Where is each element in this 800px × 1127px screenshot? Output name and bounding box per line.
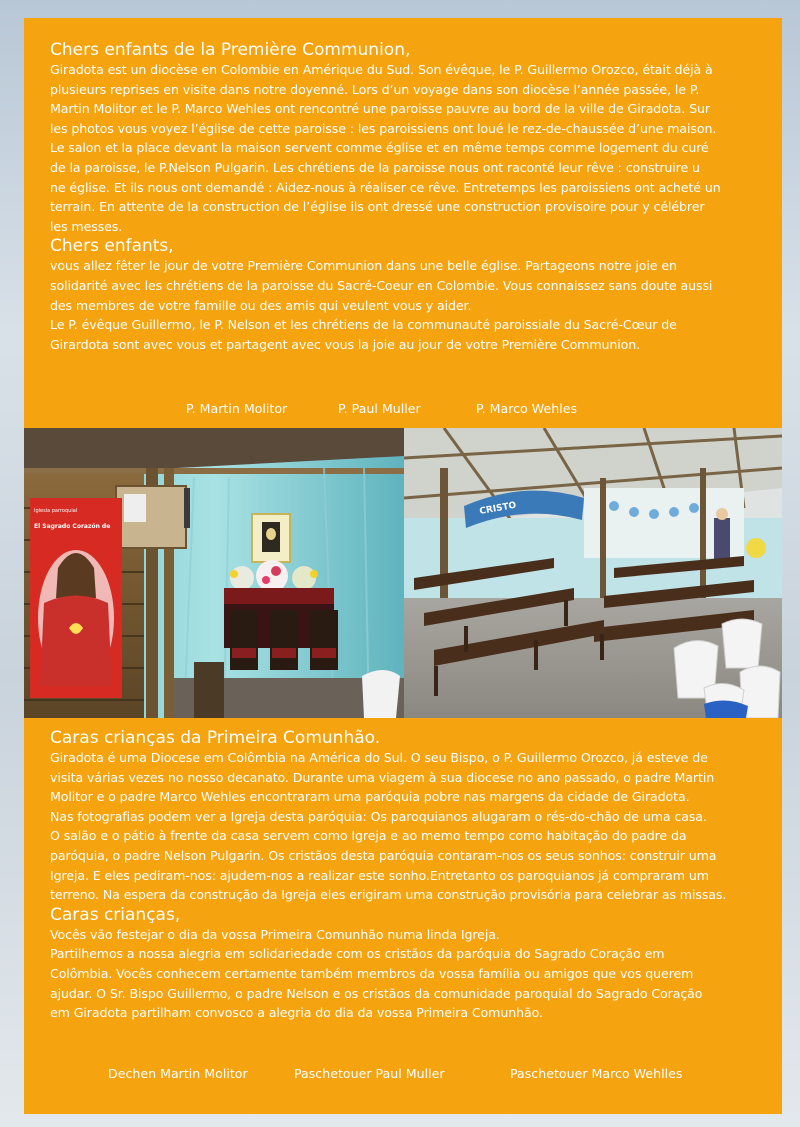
portuguese-paragraph-appeal: Vocês vão festejar o dia da vossa Primeira Comunhão numa linda Igreja. Partilhemos a nossa alegria em solidariedade com os cristãos da paróquia do Sagrado Coração em Colômbia. Vocês conhecem certamente também membros da vossa família ou amigos que vos querem ajudar. O Sr. Bispo Guillermo, o padre Nelson e os cristãos da comunidade paroquial do Sagrado Coração em Giradota partilham convosco a alegria do dia da vossa Primeira Comunhão. bbox=[50, 926, 703, 1021]
french-signature-3: P. Marco Wehles bbox=[476, 401, 578, 416]
portuguese-paragraph-intro: Giradota é uma Diocese em Colômbia na América do Sul. O seu Bispo, o P. Guillermo Orozco, já esteve de visita várias vezes no nosso decanato. Durante uma viagem à sua diocese no ano passado, o padre Martin Molitor e o padre Marco Wehles encontraram uma paróquia pobre nas margens da cidade de Giradota. Nas fotografias podem ver a Igreja desta paróquia: Os paroquianos alugaram o rés-do-chão de uma casa. O salão e o pátio à frente da casa servem como Igreja e ao memo tempo como habitação do padre da paróquia, o padre Nelson Pulgarin. Os cristãos desta paróquia contaram-nos os seus sonhos: construir uma Igreja. E eles pediram-nos: ajudem-nos a realizar este sonho.Entretanto os paroquianos já compraram um terreno. Na espera da construção da Igreja eles erigiram uma construção provisória para celebrar as missas. bbox=[50, 750, 727, 903]
church-photos bbox=[24, 428, 782, 718]
portuguese-text-panel bbox=[24, 718, 782, 1114]
french-text-panel bbox=[24, 18, 782, 428]
photo-provisional-church bbox=[404, 428, 782, 718]
french-paragraph-intro: Giradota est un diocèse en Colombie en Amérique du Sud. Son évêque, le P. Guillermo Orozco, était déjà à plusieurs reprises en visite dans notre doyenné. Lors d’un voyage dans son diocèse l’année passée, le P. Martin Molitor et le P. Marco Wehles ont rencontré une paroisse pauvre au bord de la ville de Giradota. Sur les photos vous voyez l’église de cette paroisse : les paroissiens ont loué le rez-de-chaussée d’une maison. Le salon et la place devant la maison servent comme église et en même temps comme logement du curé de la paroisse, le P.Nelson Pulgarin. Les chrétiens de la paroisse nous ont raconté leur rêve : construire u ne église. Et ils nous ont demandé : Aidez-nous à réaliser ce rêve. Entretemps les paroissiens ont acheté un terrain. En attente de la construction de l’église ils ont dressé une construction provisoire pour y célébrer les messes. bbox=[50, 62, 721, 234]
french-signature-2: P. Paul Muller bbox=[338, 401, 421, 416]
french-heading-children: Chers enfants, bbox=[50, 236, 174, 257]
french-signature-1: P. Martin Molitor bbox=[186, 401, 288, 416]
portuguese-heading-children: Caras crianças, bbox=[50, 904, 181, 925]
portuguese-heading-first-communion: Caras crianças da Primeira Comunhão. bbox=[50, 728, 381, 748]
banner-text: El Sagrado Corazón de bbox=[34, 523, 111, 530]
svg-text:Iglesia parroquial: Iglesia parroquial bbox=[34, 508, 78, 514]
photo-altar-interior bbox=[24, 428, 404, 718]
portuguese-signature-2: Paschetouer Paul Muller bbox=[294, 1066, 445, 1081]
french-heading-first-communion: Chers enfants de la Première Communion, bbox=[50, 40, 411, 60]
french-paragraph-appeal: vous allez fêter le jour de votre Première Communion dans une belle église. Partageons notre joie en solidarité avec les chrétiens de la paroisse du Sacré-Coeur en Colombie. Vous connaissez sans doute aussi des membres de votre famille ou des amis qui veulent vous y aider. Le P. évêque Guillermo, le P. Nelson et les chrétiens de la communauté paroissiale du Sacré-Cœur de Girardota sont avec vous et partagent avec vous la joie au jour de votre Première Communion. bbox=[50, 258, 713, 352]
svg-text:CRISTO: CRISTO bbox=[478, 500, 518, 517]
portuguese-signature-3: Paschetouer Marco Wehlles bbox=[510, 1066, 683, 1081]
portuguese-signature-1: Dechen Martin Molitor bbox=[108, 1066, 248, 1081]
